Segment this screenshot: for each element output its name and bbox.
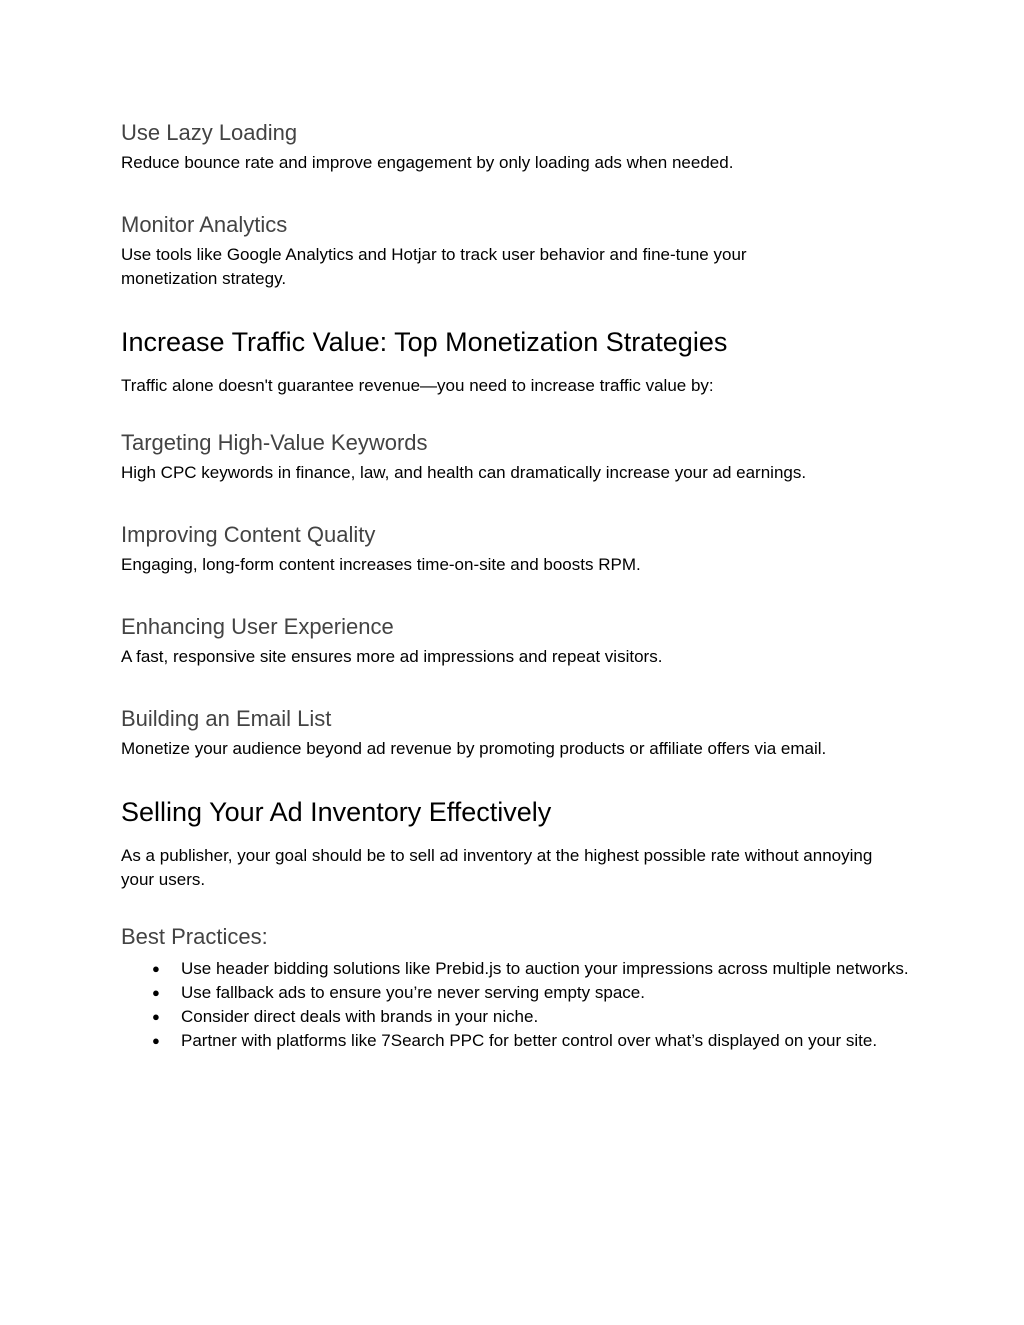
list-item [121, 981, 911, 1005]
bullet-icon: ● [152, 1009, 160, 1024]
bullet-icon: ● [152, 985, 160, 1000]
bullet-icon: ● [152, 961, 160, 976]
monitor-analytics-text: Use tools like Google Analytics and Hotjar to track user behavior and fine-tune your monetization strategy. [121, 245, 747, 288]
increase-traffic-intro: Traffic alone doesn't guarantee revenue—you need to increase traffic value by: [121, 376, 714, 395]
content-quality-heading: Improving Content Quality [121, 522, 376, 547]
email-list-text: Monetize your audience beyond ad revenue by promoting products or affiliate offers via email. [121, 739, 827, 758]
lazy-loading-text: Reduce bounce rate and improve engagement by only loading ads when needed. [121, 153, 734, 172]
content-quality-text: Engaging, long-form content increases time-on-site and boosts RPM. [121, 555, 641, 574]
monitor-analytics-heading: Monitor Analytics [121, 212, 288, 237]
best-practices-heading: Best Practices: [121, 924, 268, 949]
user-experience-heading: Enhancing User Experience [121, 614, 394, 639]
list-item-text: Use fallback ads to ensure you’re never serving empty space. [181, 983, 645, 1002]
keywords-heading: Targeting High-Value Keywords [121, 430, 428, 455]
list-item [121, 1005, 911, 1029]
best-practices-list [121, 957, 911, 1053]
list-item [121, 957, 911, 981]
selling-inventory-intro: As a publisher, your goal should be to sell ad inventory at the highest possible rate without annoying your users. [121, 846, 873, 889]
keywords-text: High CPC keywords in finance, law, and health can dramatically increase your ad earnings. [121, 463, 807, 482]
lazy-loading-heading: Use Lazy Loading [121, 120, 298, 145]
list-item-text: Consider direct deals with brands in your niche. [181, 1007, 539, 1026]
bullet-icon: ● [152, 1033, 160, 1048]
list-item-text: Use header bidding solutions like Prebid.js to auction your impressions across multiple networks. [181, 959, 909, 978]
selling-inventory-heading: Selling Your Ad Inventory Effectively [121, 797, 552, 827]
user-experience-text: A fast, responsive site ensures more ad impressions and repeat visitors. [121, 647, 663, 666]
page-content [121, 118, 911, 1053]
list-item-text: Partner with platforms like 7Search PPC for better control over what’s displayed on your site. [181, 1031, 878, 1050]
email-list-heading: Building an Email List [121, 706, 332, 731]
increase-traffic-heading: Increase Traffic Value: Top Monetization Strategies [121, 327, 728, 357]
list-item [121, 1029, 911, 1053]
